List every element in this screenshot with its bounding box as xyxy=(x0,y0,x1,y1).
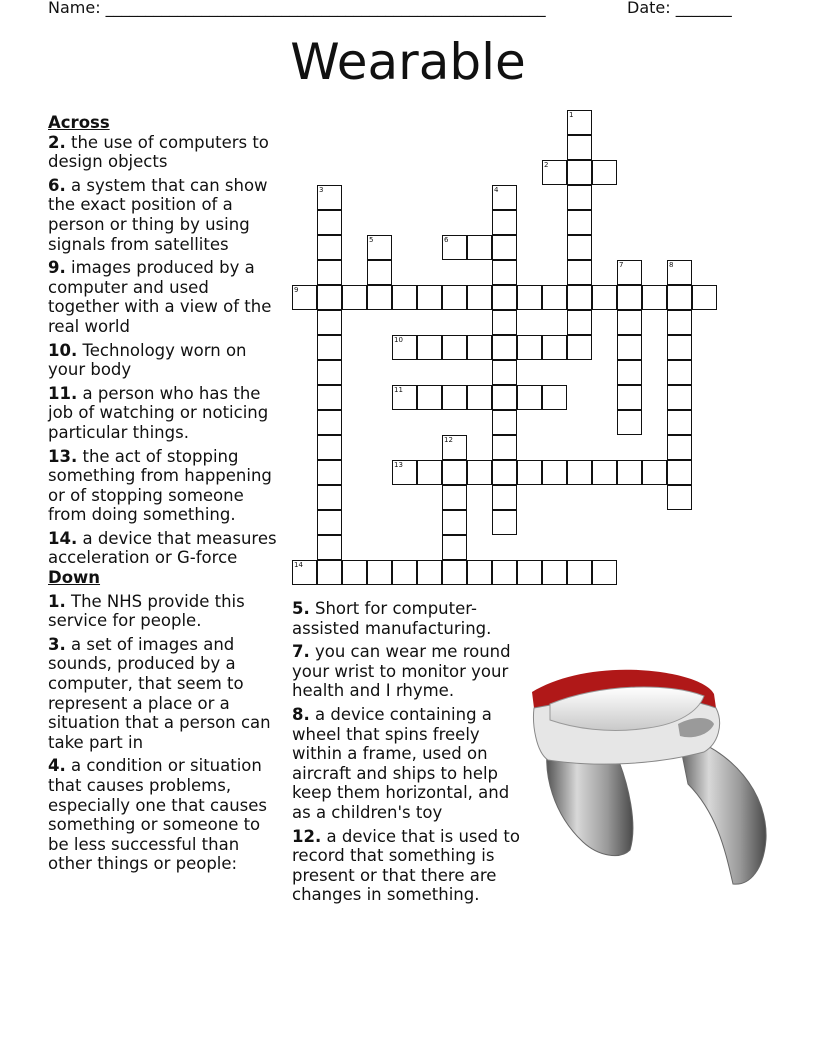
grid-cell[interactable] xyxy=(567,185,592,210)
grid-cell[interactable] xyxy=(317,460,342,485)
grid-clue-number: 1 xyxy=(569,111,574,119)
grid-cell[interactable] xyxy=(617,310,642,335)
grid-cell[interactable] xyxy=(517,385,542,410)
grid-cell[interactable] xyxy=(317,235,342,260)
across-clue-10: 10. Technology worn on your body xyxy=(48,340,247,380)
grid-cell[interactable] xyxy=(442,460,467,485)
grid-clue-number: 4 xyxy=(494,186,499,194)
grid-cell[interactable] xyxy=(417,285,442,310)
grid-cell[interactable] xyxy=(667,410,692,435)
grid-cell[interactable] xyxy=(567,460,592,485)
grid-clue-number: 5 xyxy=(369,236,374,244)
grid-cell[interactable] xyxy=(317,285,342,310)
grid-cell[interactable] xyxy=(667,310,692,335)
down-clue-3: 3. a set of images and sounds, produced by a computer, that seem to represent a place or a situation that a person can take part in xyxy=(48,634,271,752)
name-field-label: Name: _______________________________________________________ xyxy=(48,0,546,17)
grid-cell[interactable] xyxy=(542,335,567,360)
grid-cell[interactable] xyxy=(467,460,492,485)
date-field-label: Date: _______ xyxy=(627,0,732,17)
grid-cell[interactable] xyxy=(567,335,592,360)
grid-cell[interactable] xyxy=(617,385,642,410)
grid-cell[interactable] xyxy=(542,385,567,410)
across-clue-6: 6. a system that can show the exact position of a person or thing by using signals from satellites xyxy=(48,175,268,254)
grid-cell[interactable] xyxy=(617,335,642,360)
grid-cell[interactable] xyxy=(417,335,442,360)
grid-cell[interactable] xyxy=(567,285,592,310)
grid-cell[interactable] xyxy=(417,460,442,485)
grid-cell[interactable] xyxy=(317,360,342,385)
down-clue-12: 12. a device that is used to record that something is present or that there are changes in something. xyxy=(292,826,520,905)
grid-cell[interactable] xyxy=(492,460,517,485)
grid-cell[interactable] xyxy=(667,435,692,460)
grid-clue-number: 6 xyxy=(444,236,449,244)
grid-cell[interactable] xyxy=(567,310,592,335)
grid-cell[interactable] xyxy=(317,310,342,335)
grid-cell[interactable] xyxy=(567,260,592,285)
grid-cell[interactable] xyxy=(667,460,692,485)
grid-cell[interactable] xyxy=(517,460,542,485)
grid-clue-number: 9 xyxy=(294,286,299,294)
wristband-device-icon xyxy=(528,664,776,888)
grid-cell[interactable] xyxy=(667,335,692,360)
grid-cell[interactable] xyxy=(492,210,517,235)
grid-cell[interactable] xyxy=(442,335,467,360)
grid-cell[interactable] xyxy=(617,460,642,485)
grid-cell[interactable] xyxy=(392,560,417,585)
grid-cell[interactable] xyxy=(492,285,517,310)
grid-cell[interactable] xyxy=(467,235,492,260)
grid-cell[interactable] xyxy=(442,485,467,510)
down-heading: Down xyxy=(48,568,101,588)
grid-cell[interactable] xyxy=(492,235,517,260)
grid-cell[interactable] xyxy=(467,335,492,360)
grid-cell[interactable] xyxy=(442,285,467,310)
grid-cell[interactable] xyxy=(467,560,492,585)
grid-cell[interactable] xyxy=(492,385,517,410)
grid-cell[interactable] xyxy=(317,510,342,535)
grid-cell[interactable] xyxy=(492,310,517,335)
grid-cell[interactable] xyxy=(467,385,492,410)
grid-clue-number: 11 xyxy=(394,386,403,394)
grid-cell[interactable] xyxy=(442,385,467,410)
grid-cell[interactable] xyxy=(317,560,342,585)
grid-cell[interactable] xyxy=(667,285,692,310)
grid-cell[interactable] xyxy=(442,510,467,535)
grid-cell[interactable] xyxy=(367,560,392,585)
grid-cell[interactable] xyxy=(542,560,567,585)
grid-cell[interactable] xyxy=(317,335,342,360)
across-clue-11: 11. a person who has the job of watching or noticing particular things. xyxy=(48,383,269,442)
grid-cell[interactable] xyxy=(317,485,342,510)
grid-cell[interactable] xyxy=(642,460,667,485)
grid-cell[interactable] xyxy=(567,210,592,235)
grid-clue-number: 3 xyxy=(319,186,324,194)
grid-cell[interactable] xyxy=(617,410,642,435)
grid-cell[interactable] xyxy=(342,285,367,310)
grid-cell[interactable] xyxy=(367,260,392,285)
grid-cell[interactable] xyxy=(492,335,517,360)
down-clue-8: 8. a device containing a wheel that spins freely within a frame, used on aircraft and ships to help keep them horizontal, and as a children's toy xyxy=(292,704,510,822)
grid-cell[interactable] xyxy=(692,285,717,310)
grid-cell[interactable] xyxy=(667,485,692,510)
grid-cell[interactable] xyxy=(542,460,567,485)
grid-cell[interactable] xyxy=(417,385,442,410)
grid-clue-number: 8 xyxy=(669,261,674,269)
down-clue-1: 1. The NHS provide this service for people. xyxy=(48,591,245,631)
grid-cell[interactable] xyxy=(492,435,517,460)
grid-cell[interactable] xyxy=(567,135,592,160)
grid-cell[interactable] xyxy=(417,560,442,585)
grid-cell[interactable] xyxy=(592,285,617,310)
grid-clue-number: 12 xyxy=(444,436,453,444)
grid-clue-number: 10 xyxy=(394,336,403,344)
grid-cell[interactable] xyxy=(392,285,417,310)
grid-cell[interactable] xyxy=(567,160,592,185)
grid-cell[interactable] xyxy=(567,560,592,585)
grid-cell[interactable] xyxy=(667,385,692,410)
grid-cell[interactable] xyxy=(367,285,392,310)
grid-cell[interactable] xyxy=(592,460,617,485)
grid-clue-number: 2 xyxy=(544,161,549,169)
grid-cell[interactable] xyxy=(592,160,617,185)
across-clue-9: 9. images produced by a computer and used together with a view of the real world xyxy=(48,258,272,336)
down-clue-4: 4. a condition or situation that causes problems, especially one that causes something or someone to be less successful than other things or people: xyxy=(48,756,268,874)
down-clue-5: 5. Short for computer-assisted manufacturing. xyxy=(292,599,492,638)
page-title: Wearable xyxy=(290,33,526,91)
grid-clue-number: 7 xyxy=(619,261,624,269)
grid-cell[interactable] xyxy=(617,360,642,385)
grid-cell[interactable] xyxy=(317,260,342,285)
grid-cell[interactable] xyxy=(492,360,517,385)
grid-cell[interactable] xyxy=(517,335,542,360)
grid-cell[interactable] xyxy=(317,435,342,460)
grid-cell[interactable] xyxy=(317,535,342,560)
grid-cell[interactable] xyxy=(492,485,517,510)
grid-cell[interactable] xyxy=(317,410,342,435)
grid-cell[interactable] xyxy=(567,235,592,260)
grid-cell[interactable] xyxy=(492,560,517,585)
grid-cell[interactable] xyxy=(317,385,342,410)
grid-cell[interactable] xyxy=(492,260,517,285)
grid-cell[interactable] xyxy=(617,285,642,310)
grid-cell[interactable] xyxy=(517,560,542,585)
grid-clue-number: 13 xyxy=(394,461,403,469)
grid-cell[interactable] xyxy=(642,285,667,310)
across-clue-14: 14. a device that measures acceleration or G-force xyxy=(48,528,277,568)
grid-clue-number: 14 xyxy=(294,561,303,569)
grid-cell[interactable] xyxy=(442,560,467,585)
across-clue-13: 13. the act of stopping something from happening or of stopping someone from doing something. xyxy=(48,446,272,525)
grid-cell[interactable] xyxy=(592,560,617,585)
grid-cell[interactable] xyxy=(342,560,367,585)
across-clue-2: 2. the use of computers to design objects xyxy=(48,132,269,172)
grid-cell[interactable] xyxy=(442,535,467,560)
grid-cell[interactable] xyxy=(517,285,542,310)
grid-cell[interactable] xyxy=(667,360,692,385)
grid-cell[interactable] xyxy=(492,410,517,435)
grid-cell[interactable] xyxy=(542,285,567,310)
down-clue-7: 7. you can wear me round your wrist to monitor your health and I rhyme. xyxy=(292,642,511,701)
grid-cell[interactable] xyxy=(492,510,517,535)
across-heading: Across xyxy=(48,113,110,132)
grid-cell[interactable] xyxy=(467,285,492,310)
grid-cell[interactable] xyxy=(317,210,342,235)
